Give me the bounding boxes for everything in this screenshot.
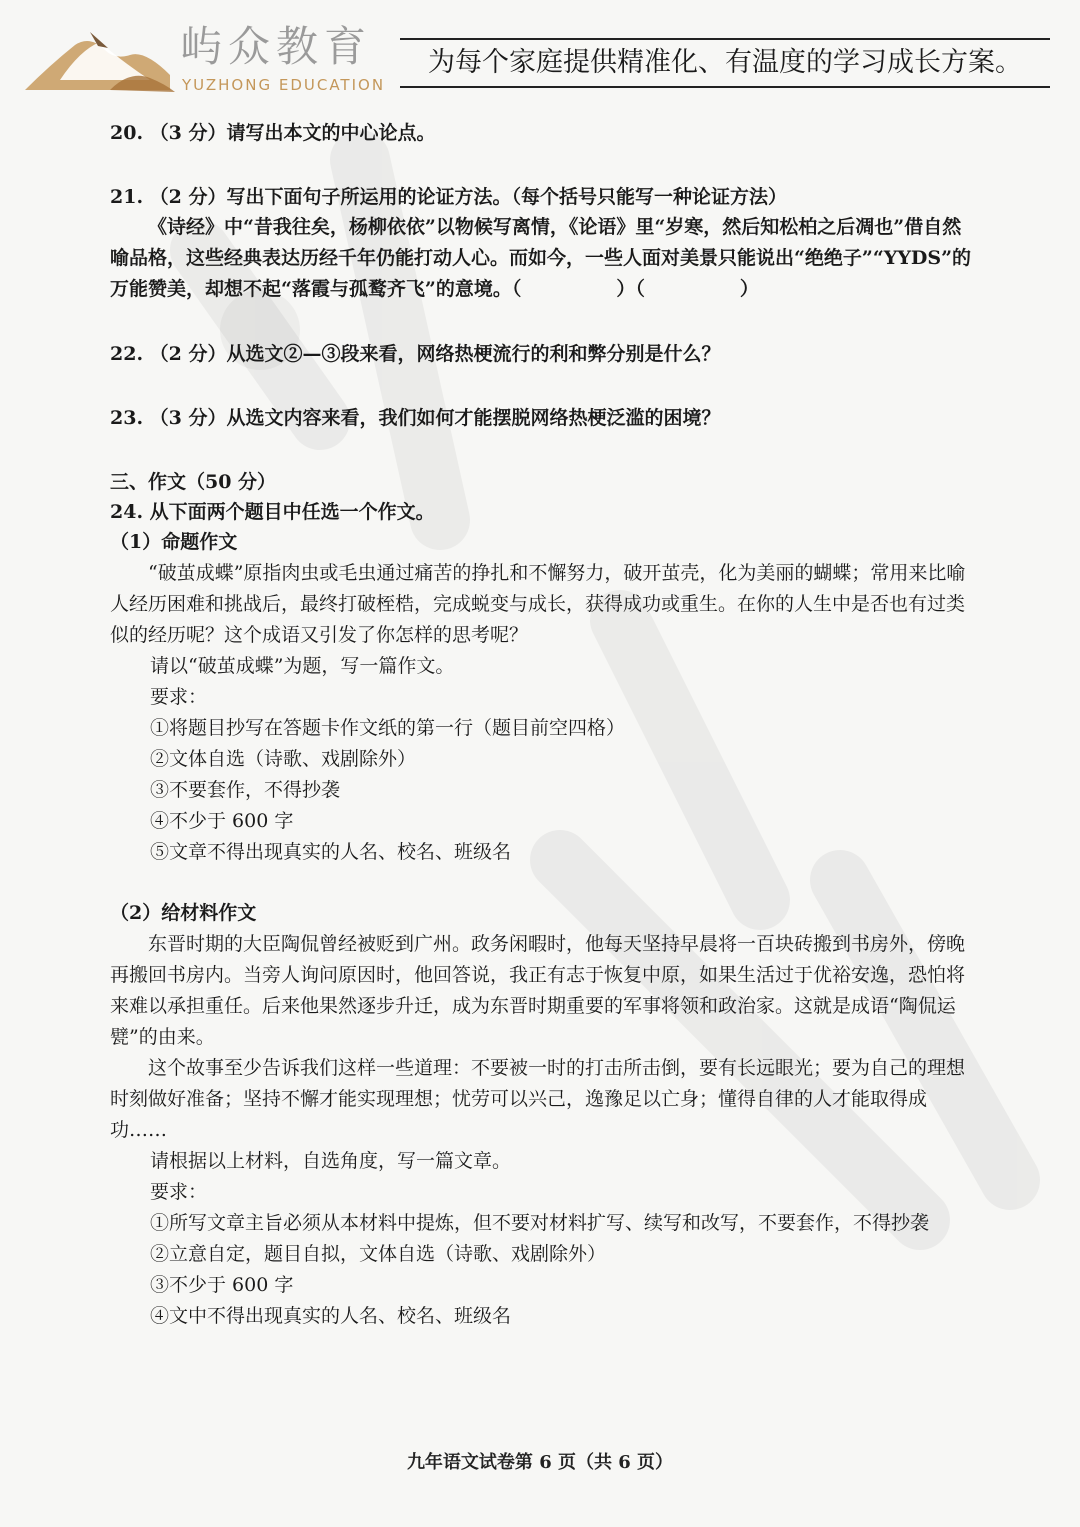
topic2-passage: 东晋时期的大臣陶侃曾经被贬到广州。政务闲暇时，他每天坚持早晨将一百块砖搬到书房外，傍晚再搬回书房内。当旁人询问原因时，他回答说，我正有志于恢复中原，如果生活过于优裕安逸，恐怕将来难以承担重任。后来他果然逐步升迁，成为东晋时期重要的军事将领和政治家。这就是成语“陶侃运甓”的由来。 [110,933,966,1048]
section-title-essay: 三、作文（50 分） [110,471,277,493]
topic1-requirement: ⑤文章不得出现真实的人名、校名、班级名 [150,841,512,863]
slogan-banner: 为每个家庭提供精准化、有温度的学习成长方案。 [400,38,1050,88]
topic1-requirement: ③不要套作，不得抄袭 [150,779,341,801]
question-20: 20. （3 分）请写出本文的中心论点。 [110,122,436,144]
question-24: 24. 从下面两个题目中任选一个作文。 [110,501,435,523]
topic2-requirement: ①所写文章主旨必须从本材料中提炼，但不要对材料扩写、续写和改写，不要套作，不得抄袭 [150,1212,930,1234]
question-22: 22. （2 分）从选文②—③段来看，网络热梗流行的利和弊分别是什么？ [110,343,721,365]
topic2-requirement: ②立意自定，题目自拟，文体自选（诗歌、戏剧除外） [150,1243,607,1265]
brand-name-english: YUZHONG EDUCATION [182,76,386,94]
topic2-requirements-label: 要求： [150,1181,208,1203]
topic1-label: （1）命题作文 [110,531,238,553]
topic2-label: （2）给材料作文 [110,902,257,924]
topic2-instruction: 请根据以上材料，自选角度，写一篇文章。 [150,1150,512,1172]
brand-name: 屿众教育 [180,22,373,71]
page-footer: 九年语文试卷第 6 页（共 6 页） [406,1452,674,1473]
question-23: 23. （3 分）从选文内容来看，我们如何才能摆脱网络热梗泛滥的困境？ [110,407,721,429]
topic2-requirement: ③不少于 600 字 [150,1274,294,1296]
topic2-passage: 这个故事至少告诉我们这样一些道理：不要被一时的打击所击倒，要有长远眼光；要为自己的理想时刻做好准备；坚持不懈才能实现理想；忧劳可以兴己，逸豫足以亡身；懂得自律的人才能取得成功…… [110,1057,966,1141]
page-header [0,0,1080,110]
exam-content [110,112,980,1332]
mountain-logo-icon [20,20,180,100]
topic1-passage: “破茧成蝶”原指肉虫或毛虫通过痛苦的挣扎和不懈努力，破开茧壳，化为美丽的蝴蝶；常用来比喻人经历困难和挑战后，最终打破桎梏，完成蜕变与成长，获得成功或重生。在你的人生中是否也有过类似的经历呢？这个成语又引发了你怎样的思考呢？ [110,562,966,646]
topic1-requirement: ④不少于 600 字 [150,810,294,832]
topic1-requirements-label: 要求： [150,686,208,708]
question-21: 21. （2 分）写出下面句子所运用的论证方法。（每个括号只能写一种论证方法） [110,186,788,208]
question-21-passage: 《诗经》中“昔我往矣，杨柳依依”以物候写离情，《论语》里“岁寒，然后知松柏之后凋也”借自然喻品格，这些经典表达历经千年仍能打动人心。而如今，一些人面对美景只能说出“绝绝子”“YYDS”的万能赞美，却想不起“落霞与孤鹜齐飞”的意境。（ ）（ ） [110,216,972,300]
topic2-requirement: ④文中不得出现真实的人名、校名、班级名 [150,1305,512,1327]
topic1-instruction: 请以“破茧成蝶”为题，写一篇作文。 [150,655,455,677]
topic1-requirement: ①将题目抄写在答题卡作文纸的第一行（题目前空四格） [150,717,626,739]
topic1-requirement: ②文体自选（诗歌、戏剧除外） [150,748,417,770]
